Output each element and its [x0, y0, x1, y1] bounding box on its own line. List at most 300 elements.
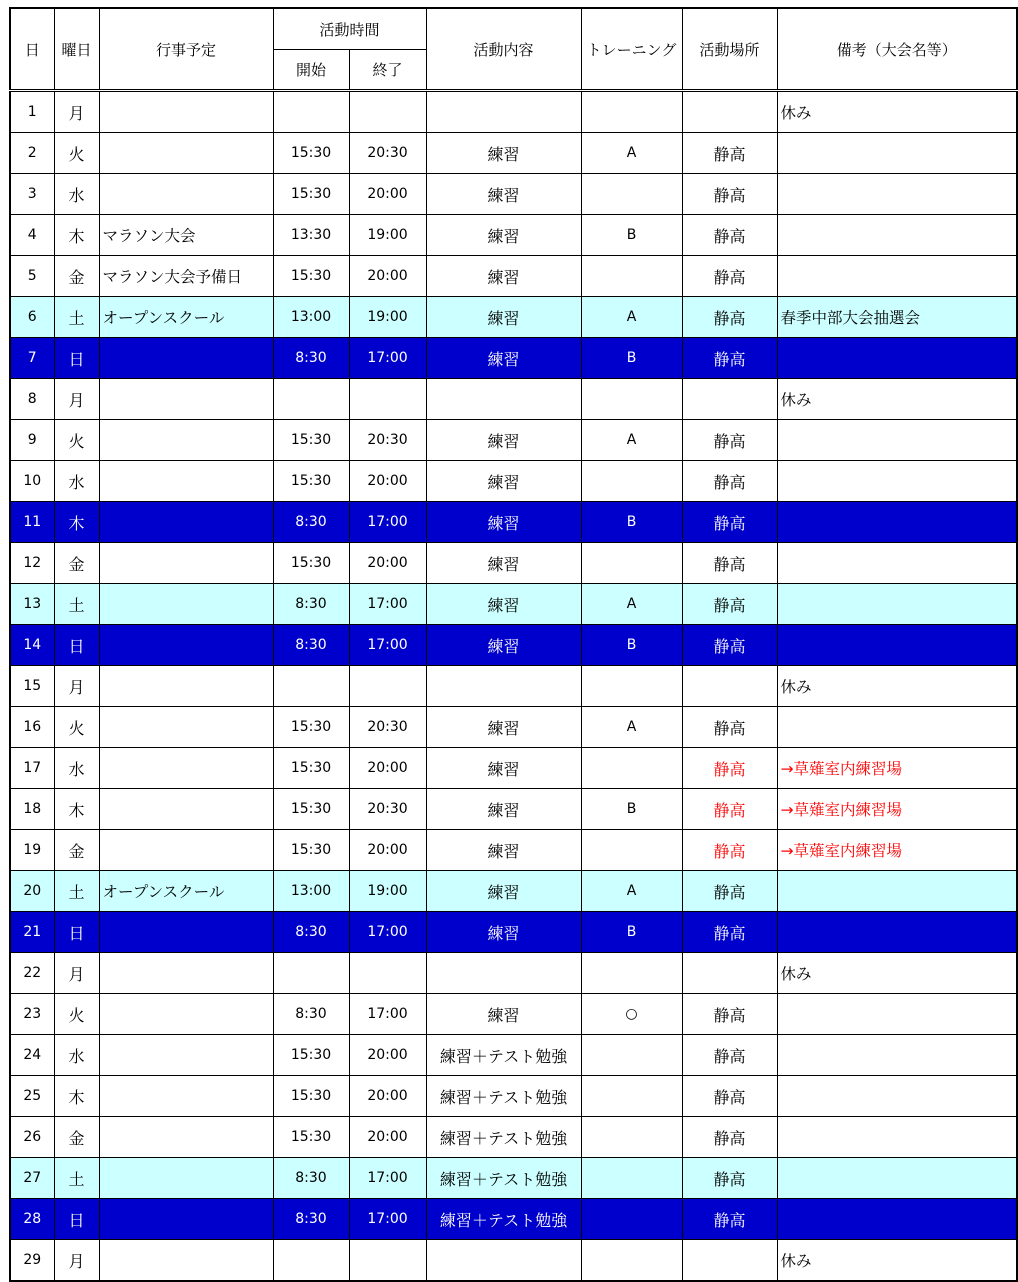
cell-activity: 練習 [426, 748, 581, 789]
cell-note [777, 994, 1017, 1035]
table-row [10, 748, 1017, 789]
cell-note [777, 133, 1017, 174]
cell-place [682, 1240, 777, 1282]
cell-event [99, 543, 273, 584]
cell-start-time: 15:30 [273, 133, 349, 174]
cell-training: B [581, 912, 682, 953]
cell-end-time: 19:00 [349, 297, 426, 338]
cell-start-time: 15:30 [273, 1076, 349, 1117]
cell-day: 1 [10, 91, 54, 133]
cell-start-time: 8:30 [273, 1158, 349, 1199]
cell-end-time: 17:00 [349, 502, 426, 543]
cell-training: A [581, 871, 682, 912]
cell-activity: 練習 [426, 338, 581, 379]
cell-place: 静高 [682, 174, 777, 215]
cell-start-time [273, 666, 349, 707]
cell-day: 24 [10, 1035, 54, 1076]
cell-start-time: 8:30 [273, 338, 349, 379]
cell-training [581, 953, 682, 994]
cell-end-time: 20:30 [349, 789, 426, 830]
cell-start-time: 8:30 [273, 1199, 349, 1240]
cell-day: 21 [10, 912, 54, 953]
cell-day: 11 [10, 502, 54, 543]
cell-activity: 練習 [426, 994, 581, 1035]
cell-day: 14 [10, 625, 54, 666]
cell-event [99, 830, 273, 871]
table-row [10, 1076, 1017, 1117]
cell-event [99, 953, 273, 994]
cell-training [581, 379, 682, 420]
cell-event [99, 1158, 273, 1199]
cell-day: 28 [10, 1199, 54, 1240]
cell-event [99, 707, 273, 748]
table-header [10, 8, 1017, 91]
cell-weekday: 日 [54, 338, 99, 379]
cell-note: 春季中部大会抽選会 [777, 297, 1017, 338]
cell-weekday: 土 [54, 584, 99, 625]
cell-end-time: 20:00 [349, 256, 426, 297]
cell-place: 静高 [682, 748, 777, 789]
cell-start-time: 15:30 [273, 830, 349, 871]
header-place: 活動場所 [682, 8, 777, 91]
cell-activity: 練習 [426, 420, 581, 461]
cell-note [777, 625, 1017, 666]
cell-end-time: 20:00 [349, 174, 426, 215]
table-row [10, 625, 1017, 666]
cell-note [777, 338, 1017, 379]
cell-training [581, 748, 682, 789]
schedule-table [9, 7, 1018, 1282]
table-row [10, 707, 1017, 748]
cell-activity: 練習 [426, 174, 581, 215]
cell-start-time: 15:30 [273, 1117, 349, 1158]
table-row [10, 174, 1017, 215]
cell-weekday: 日 [54, 1199, 99, 1240]
cell-note: 休み [777, 379, 1017, 420]
cell-weekday: 土 [54, 871, 99, 912]
cell-place [682, 953, 777, 994]
cell-end-time: 17:00 [349, 912, 426, 953]
cell-start-time: 15:30 [273, 748, 349, 789]
cell-place [682, 666, 777, 707]
cell-place: 静高 [682, 338, 777, 379]
header-day: 日 [10, 8, 54, 91]
cell-weekday: 水 [54, 748, 99, 789]
cell-weekday: 日 [54, 625, 99, 666]
cell-start-time: 15:30 [273, 174, 349, 215]
cell-weekday: 金 [54, 543, 99, 584]
cell-note: →草薙室内練習場 [777, 748, 1017, 789]
cell-weekday: 木 [54, 502, 99, 543]
cell-note [777, 420, 1017, 461]
cell-note: 休み [777, 91, 1017, 133]
cell-training [581, 174, 682, 215]
cell-weekday: 木 [54, 1076, 99, 1117]
cell-training: B [581, 338, 682, 379]
cell-training [581, 1240, 682, 1282]
cell-training [581, 256, 682, 297]
cell-place [682, 91, 777, 133]
cell-end-time: 20:00 [349, 1035, 426, 1076]
table-row [10, 297, 1017, 338]
table-row [10, 91, 1017, 133]
table-row [10, 215, 1017, 256]
cell-day: 29 [10, 1240, 54, 1282]
cell-place: 静高 [682, 420, 777, 461]
cell-end-time [349, 379, 426, 420]
cell-activity [426, 953, 581, 994]
cell-note [777, 256, 1017, 297]
cell-day: 3 [10, 174, 54, 215]
table-row [10, 1240, 1017, 1282]
cell-day: 12 [10, 543, 54, 584]
cell-training: A [581, 133, 682, 174]
cell-training [581, 1035, 682, 1076]
cell-event [99, 994, 273, 1035]
cell-day: 25 [10, 1076, 54, 1117]
cell-note [777, 871, 1017, 912]
cell-note [777, 707, 1017, 748]
cell-place: 静高 [682, 1199, 777, 1240]
cell-end-time: 17:00 [349, 338, 426, 379]
table-row [10, 502, 1017, 543]
cell-training [581, 543, 682, 584]
cell-day: 16 [10, 707, 54, 748]
cell-end-time: 20:30 [349, 420, 426, 461]
table-row [10, 1035, 1017, 1076]
cell-place: 静高 [682, 215, 777, 256]
cell-end-time: 17:00 [349, 1199, 426, 1240]
cell-weekday: 土 [54, 297, 99, 338]
table-row [10, 1117, 1017, 1158]
cell-place: 静高 [682, 707, 777, 748]
cell-day: 7 [10, 338, 54, 379]
cell-activity: 練習 [426, 912, 581, 953]
cell-training [581, 666, 682, 707]
cell-event: マラソン大会 [99, 215, 273, 256]
cell-activity: 練習 [426, 461, 581, 502]
cell-day: 22 [10, 953, 54, 994]
cell-start-time: 8:30 [273, 502, 349, 543]
table-row [10, 789, 1017, 830]
cell-note [777, 1035, 1017, 1076]
header-end: 終了 [349, 50, 426, 91]
header-start: 開始 [273, 50, 349, 91]
cell-weekday: 火 [54, 420, 99, 461]
cell-event [99, 789, 273, 830]
cell-weekday: 土 [54, 1158, 99, 1199]
cell-end-time: 20:00 [349, 461, 426, 502]
cell-event [99, 338, 273, 379]
cell-day: 4 [10, 215, 54, 256]
cell-activity: 練習 [426, 789, 581, 830]
cell-note: →草薙室内練習場 [777, 830, 1017, 871]
cell-start-time [273, 953, 349, 994]
cell-end-time: 20:00 [349, 543, 426, 584]
cell-start-time: 13:00 [273, 871, 349, 912]
cell-start-time: 15:30 [273, 543, 349, 584]
header-event: 行事予定 [99, 8, 273, 91]
cell-start-time [273, 1240, 349, 1282]
cell-place: 静高 [682, 461, 777, 502]
cell-note [777, 502, 1017, 543]
cell-day: 9 [10, 420, 54, 461]
cell-training: B [581, 215, 682, 256]
cell-activity: 練習 [426, 625, 581, 666]
header-note: 備考（大会名等） [777, 8, 1017, 91]
cell-day: 18 [10, 789, 54, 830]
cell-activity [426, 1240, 581, 1282]
cell-training [581, 1158, 682, 1199]
cell-end-time [349, 953, 426, 994]
cell-day: 15 [10, 666, 54, 707]
cell-day: 8 [10, 379, 54, 420]
cell-training: ○ [581, 994, 682, 1035]
table-row [10, 994, 1017, 1035]
cell-start-time: 13:30 [273, 215, 349, 256]
cell-place: 静高 [682, 1117, 777, 1158]
cell-start-time: 15:30 [273, 1035, 349, 1076]
cell-weekday: 水 [54, 461, 99, 502]
cell-weekday: 月 [54, 91, 99, 133]
cell-place: 静高 [682, 625, 777, 666]
cell-place: 静高 [682, 1076, 777, 1117]
cell-place: 静高 [682, 912, 777, 953]
table-body [10, 91, 1017, 1282]
cell-activity: 練習 [426, 133, 581, 174]
cell-weekday: 火 [54, 133, 99, 174]
cell-start-time: 8:30 [273, 912, 349, 953]
cell-place: 静高 [682, 1035, 777, 1076]
cell-weekday: 火 [54, 994, 99, 1035]
header-training: トレーニング [581, 8, 682, 91]
cell-start-time: 15:30 [273, 256, 349, 297]
table-row [10, 461, 1017, 502]
cell-training [581, 1117, 682, 1158]
cell-event [99, 1035, 273, 1076]
cell-weekday: 月 [54, 953, 99, 994]
table-row [10, 871, 1017, 912]
cell-activity: 練習 [426, 256, 581, 297]
table-row [10, 584, 1017, 625]
cell-event [99, 379, 273, 420]
cell-note [777, 584, 1017, 625]
cell-event [99, 912, 273, 953]
cell-event [99, 502, 273, 543]
cell-event [99, 91, 273, 133]
cell-event [99, 1076, 273, 1117]
cell-event [99, 1240, 273, 1282]
cell-end-time: 17:00 [349, 994, 426, 1035]
cell-weekday: 月 [54, 666, 99, 707]
cell-event [99, 461, 273, 502]
cell-activity: 練習＋テスト勉強 [426, 1199, 581, 1240]
cell-end-time: 19:00 [349, 871, 426, 912]
cell-day: 10 [10, 461, 54, 502]
cell-day: 2 [10, 133, 54, 174]
table-row [10, 666, 1017, 707]
cell-training [581, 830, 682, 871]
cell-note [777, 215, 1017, 256]
table-row [10, 420, 1017, 461]
cell-activity: 練習 [426, 707, 581, 748]
cell-start-time: 15:30 [273, 789, 349, 830]
cell-weekday: 金 [54, 1117, 99, 1158]
cell-note [777, 1199, 1017, 1240]
cell-activity: 練習 [426, 215, 581, 256]
cell-note [777, 1158, 1017, 1199]
cell-training [581, 461, 682, 502]
cell-weekday: 金 [54, 830, 99, 871]
cell-weekday: 金 [54, 256, 99, 297]
cell-day: 23 [10, 994, 54, 1035]
cell-place: 静高 [682, 297, 777, 338]
cell-event [99, 748, 273, 789]
cell-activity: 練習 [426, 543, 581, 584]
cell-place [682, 379, 777, 420]
cell-place: 静高 [682, 502, 777, 543]
cell-training [581, 1076, 682, 1117]
cell-event [99, 133, 273, 174]
cell-activity [426, 379, 581, 420]
table-row [10, 1158, 1017, 1199]
cell-note [777, 174, 1017, 215]
cell-end-time: 20:30 [349, 707, 426, 748]
cell-place: 静高 [682, 789, 777, 830]
cell-start-time: 8:30 [273, 994, 349, 1035]
cell-end-time: 17:00 [349, 625, 426, 666]
cell-training: A [581, 707, 682, 748]
table-row [10, 912, 1017, 953]
cell-weekday: 木 [54, 789, 99, 830]
cell-day: 27 [10, 1158, 54, 1199]
cell-note [777, 1076, 1017, 1117]
cell-training: B [581, 789, 682, 830]
cell-event: オープンスクール [99, 297, 273, 338]
cell-day: 13 [10, 584, 54, 625]
cell-end-time [349, 91, 426, 133]
cell-place: 静高 [682, 871, 777, 912]
cell-note: 休み [777, 953, 1017, 994]
cell-weekday: 月 [54, 379, 99, 420]
cell-end-time: 20:00 [349, 830, 426, 871]
cell-training: B [581, 502, 682, 543]
cell-activity: 練習 [426, 502, 581, 543]
cell-activity: 練習＋テスト勉強 [426, 1117, 581, 1158]
cell-activity [426, 91, 581, 133]
table-row [10, 338, 1017, 379]
cell-end-time: 19:00 [349, 215, 426, 256]
cell-activity: 練習＋テスト勉強 [426, 1158, 581, 1199]
cell-weekday: 水 [54, 1035, 99, 1076]
cell-event [99, 625, 273, 666]
cell-training: B [581, 625, 682, 666]
table-row [10, 830, 1017, 871]
cell-training: A [581, 420, 682, 461]
cell-start-time [273, 379, 349, 420]
cell-event [99, 174, 273, 215]
cell-activity: 練習 [426, 584, 581, 625]
cell-activity: 練習＋テスト勉強 [426, 1076, 581, 1117]
cell-training [581, 1199, 682, 1240]
cell-end-time [349, 666, 426, 707]
cell-note: →草薙室内練習場 [777, 789, 1017, 830]
cell-weekday: 火 [54, 707, 99, 748]
header-weekday: 曜日 [54, 8, 99, 91]
cell-place: 静高 [682, 256, 777, 297]
cell-start-time: 8:30 [273, 584, 349, 625]
cell-event [99, 584, 273, 625]
cell-weekday: 木 [54, 215, 99, 256]
cell-event: マラソン大会予備日 [99, 256, 273, 297]
table-row [10, 953, 1017, 994]
cell-note [777, 543, 1017, 584]
cell-end-time: 20:00 [349, 1076, 426, 1117]
cell-weekday: 月 [54, 1240, 99, 1282]
cell-event: オープンスクール [99, 871, 273, 912]
cell-end-time: 17:00 [349, 1158, 426, 1199]
cell-place: 静高 [682, 543, 777, 584]
cell-activity: 練習 [426, 297, 581, 338]
cell-day: 26 [10, 1117, 54, 1158]
cell-note: 休み [777, 1240, 1017, 1282]
cell-start-time: 15:30 [273, 420, 349, 461]
cell-note [777, 1117, 1017, 1158]
cell-end-time: 20:00 [349, 1117, 426, 1158]
table-row [10, 256, 1017, 297]
cell-note [777, 461, 1017, 502]
header-activity: 活動内容 [426, 8, 581, 91]
cell-start-time: 15:30 [273, 461, 349, 502]
cell-start-time: 15:30 [273, 707, 349, 748]
cell-activity: 練習 [426, 871, 581, 912]
table-row [10, 1199, 1017, 1240]
cell-activity: 練習 [426, 830, 581, 871]
cell-place: 静高 [682, 584, 777, 625]
cell-day: 5 [10, 256, 54, 297]
cell-start-time: 8:30 [273, 625, 349, 666]
cell-start-time [273, 91, 349, 133]
cell-end-time: 20:30 [349, 133, 426, 174]
cell-training: A [581, 297, 682, 338]
cell-place: 静高 [682, 994, 777, 1035]
cell-day: 19 [10, 830, 54, 871]
table-row [10, 133, 1017, 174]
cell-activity [426, 666, 581, 707]
cell-training [581, 91, 682, 133]
cell-event [99, 1117, 273, 1158]
cell-event [99, 420, 273, 461]
cell-training: A [581, 584, 682, 625]
cell-end-time: 20:00 [349, 748, 426, 789]
cell-start-time: 13:00 [273, 297, 349, 338]
table-row [10, 379, 1017, 420]
cell-weekday: 日 [54, 912, 99, 953]
cell-day: 6 [10, 297, 54, 338]
cell-day: 20 [10, 871, 54, 912]
cell-place: 静高 [682, 1158, 777, 1199]
cell-day: 17 [10, 748, 54, 789]
cell-weekday: 水 [54, 174, 99, 215]
header-time-group: 活動時間 [273, 8, 426, 50]
cell-end-time [349, 1240, 426, 1282]
cell-event [99, 666, 273, 707]
cell-end-time: 17:00 [349, 584, 426, 625]
table-row [10, 543, 1017, 584]
cell-activity: 練習＋テスト勉強 [426, 1035, 581, 1076]
cell-event [99, 1199, 273, 1240]
cell-place: 静高 [682, 830, 777, 871]
